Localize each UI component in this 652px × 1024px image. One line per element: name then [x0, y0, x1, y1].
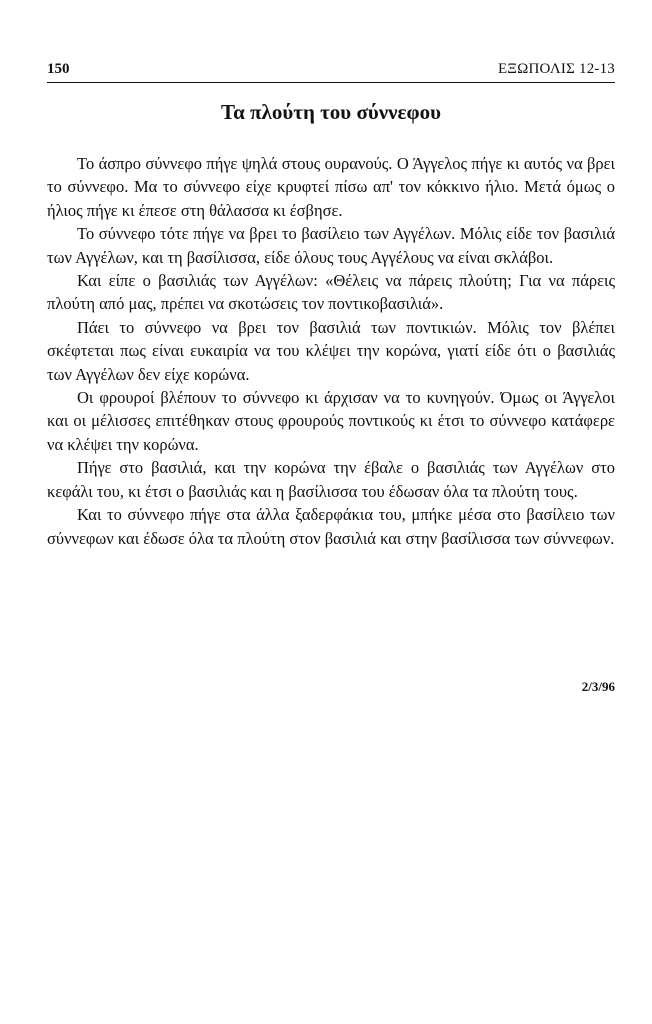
running-head	[47, 60, 615, 82]
paragraph-3: Και είπε ο βασιλιάς των Αγγέλων: «Θέλεις να πάρεις πλούτη; Για να πάρεις πλούτη από μας, πρέπει να σκοτώσεις τον ποντικοβασιλιά».	[47, 271, 615, 314]
paragraph-2: Το σύννεφο τότε πήγε να βρει το βασίλειο των Αγγέλων. Μόλις είδε τον βασιλιά των Αγγέλων, και τη βασίλισσα, είδε όλους τους Αγγέλους να είναι σκλάβοι.	[47, 224, 615, 267]
paragraph-4: Πάει το σύννεφο να βρει τον βασιλιά των ποντικιών. Μόλις τον βλέπει σκέφτεται πως είναι ευκαιρία να του κλέψει την κορώνα, γιατί είδε ότι ο βασιλιάς των Αγγέλων δεν είχε κορώνα.	[47, 317, 615, 384]
page-number: 150	[47, 61, 70, 77]
journal-name: ΕΞΩΠΟΛΙΣ 12-13	[497, 61, 615, 77]
article-title: Τα πλούτη του σύννεφου	[220, 100, 442, 124]
paragraph-6: Πήγε στο βασιλιά, και την κορώνα την έβαλε ο βασιλιάς των Αγγέλων στο κεφάλι του, κι έτσι ο βασιλιάς και η βασίλισσα του έδωσαν όλα τα πλούτη τους.	[47, 458, 615, 501]
article-date: 2/3/96	[581, 679, 615, 694]
article-body	[47, 152, 615, 550]
header-rule	[47, 82, 615, 83]
paragraph-1: Το άσπρο σύννεφο πήγε ψηλά στους ουρανούς. Ο Άγγελος πήγε κι αυτός να βρει το σύννεφο. Μα το σύννεφο είχε κρυφτεί πίσω απ' τον κόκκινο ήλιο. Μετά όμως ο ήλιος πήγε κι έπεσε στη θάλασσα κι έσβησε.	[47, 154, 615, 220]
paragraph-5: Οι φρουροί βλέπουν το σύννεφο κι άρχισαν να το κυνηγούν. Όμως οι Άγγελοι και οι μέλισσες επιτέθηκαν στους φρουρούς ποντικούς κι έτσι το σύννεφο κατάφερε να κλέψει την κορώνα.	[47, 388, 615, 454]
paragraph-7: Και το σύννεφο πήγε στα άλλα ξαδερφάκια του, μπήκε μέσα στο βασίλειο των σύννεφων και έδωσε όλα τα πλούτη στον βασιλιά και στην βασίλισσα των σύννεφων.	[47, 505, 615, 548]
